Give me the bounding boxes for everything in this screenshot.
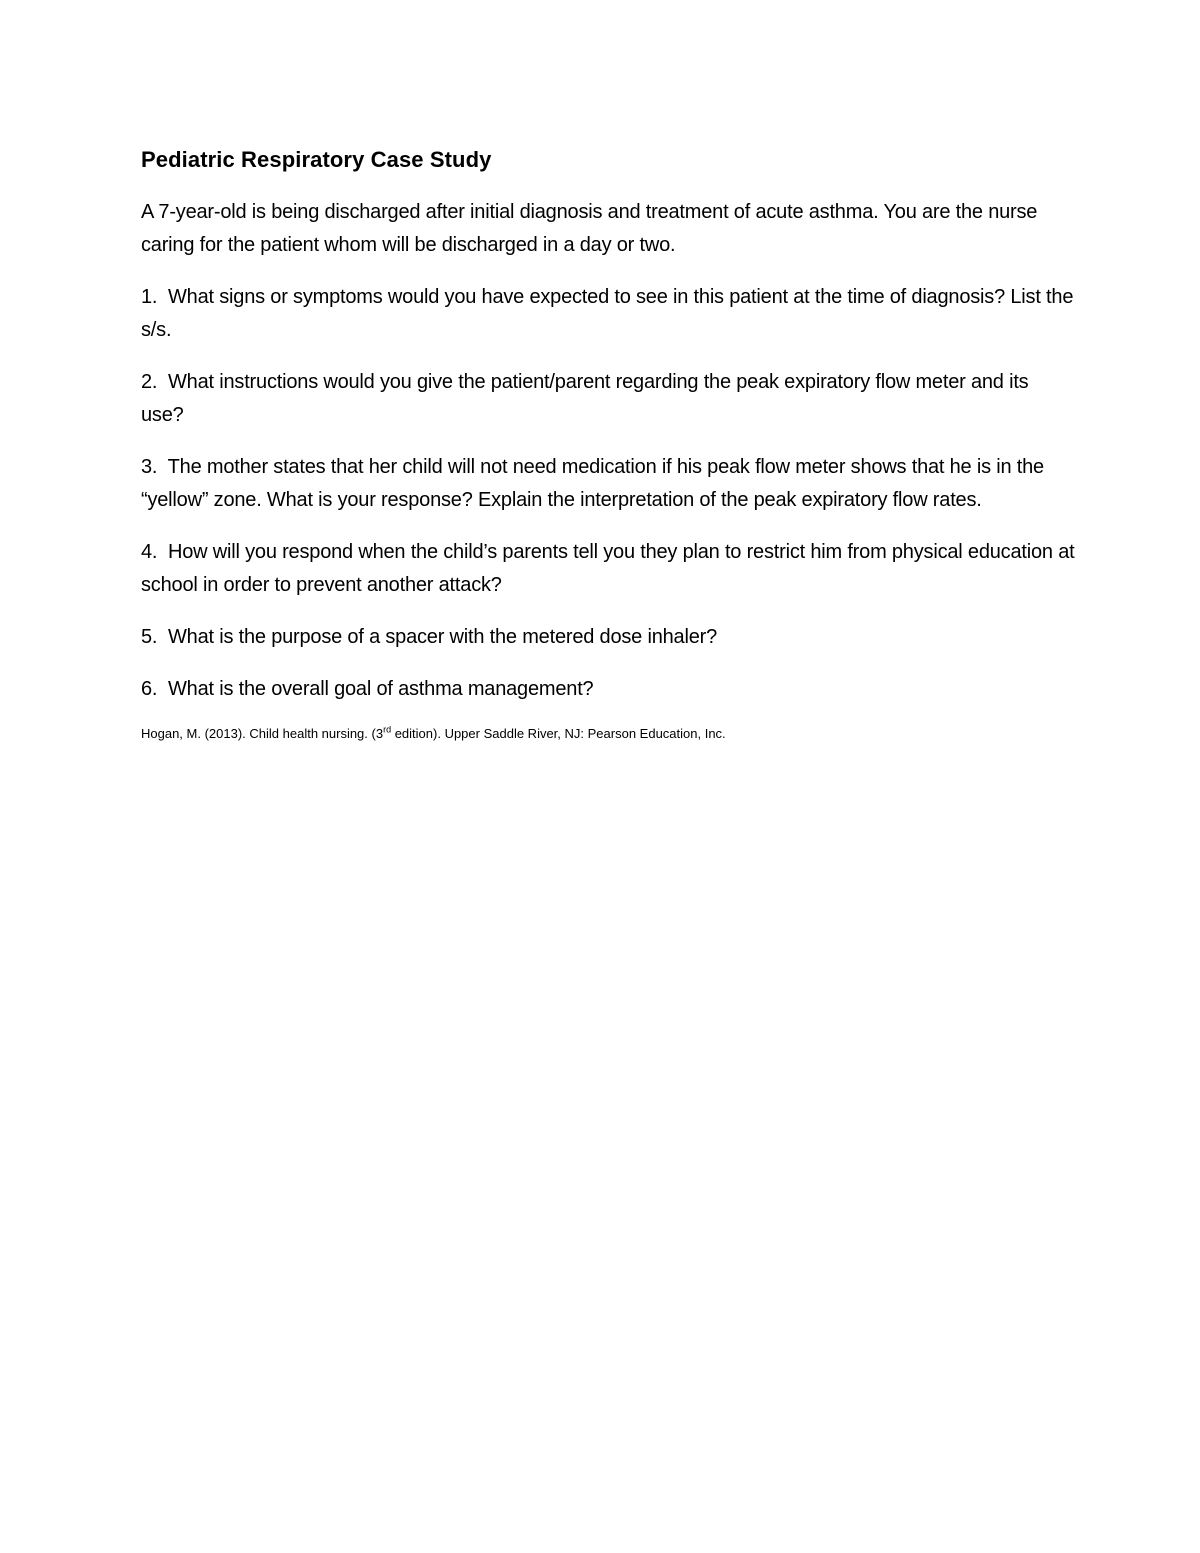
- question-number: 5.: [141, 626, 158, 648]
- document-content: [141, 144, 1076, 743]
- citation-after: edition). Upper Saddle River, NJ: Pearson Education, Inc.: [391, 726, 726, 741]
- question-number: 2.: [141, 371, 158, 393]
- intro-paragraph: A 7-year-old is being discharged after initial diagnosis and treatment of acute asthma. You are the nurse caring for the patient whom will be discharged in a day or two.: [141, 201, 1038, 256]
- question-1: [141, 281, 1076, 347]
- question-number: 4.: [141, 541, 158, 563]
- question-number: 1.: [141, 286, 158, 308]
- question-number: 6.: [141, 678, 158, 700]
- question-5: [141, 621, 1076, 654]
- question-text: What is the purpose of a spacer with the metered dose inhaler?: [168, 626, 718, 648]
- document-title: Pediatric Respiratory Case Study: [141, 147, 492, 172]
- question-4: [141, 536, 1076, 602]
- question-text: How will you respond when the child’s parents tell you they plan to restrict him from physical education at school in order to prevent another attack?: [141, 541, 1075, 596]
- citation-superscript: rd: [383, 724, 392, 735]
- question-number: 3.: [141, 456, 158, 478]
- question-text: What signs or symptoms would you have expected to see in this patient at the time of diagnosis? List the s/s.: [141, 286, 1074, 341]
- question-6: [141, 673, 1076, 706]
- question-text: What instructions would you give the patient/parent regarding the peak expiratory flow meter and its use?: [141, 371, 1029, 426]
- question-text: The mother states that her child will not need medication if his peak flow meter shows that he is in the “yellow” zone. What is your response? Explain the interpretation of the peak expiratory flow rates.: [141, 456, 1044, 511]
- question-3: [141, 451, 1076, 517]
- citation-before: Hogan, M. (2013). Child health nursing. (3: [141, 726, 384, 741]
- question-2: [141, 366, 1076, 432]
- question-text: What is the overall goal of asthma management?: [168, 678, 594, 700]
- citation: [141, 725, 1076, 743]
